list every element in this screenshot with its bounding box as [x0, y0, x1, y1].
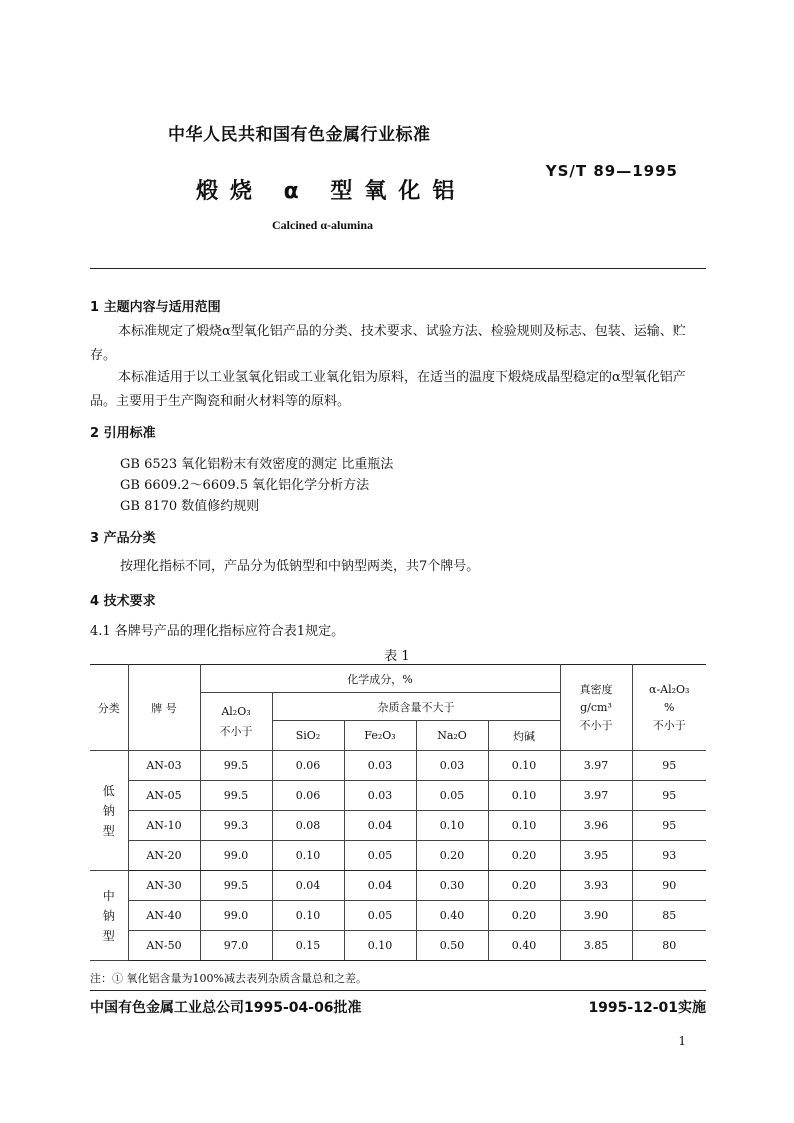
loi-cell: 0.40: [488, 931, 560, 961]
header-alpha-line1: α-Al₂O₃: [649, 682, 690, 696]
na2o-cell: 0.30: [416, 871, 488, 901]
al2o3-cell: 99.5: [200, 751, 272, 781]
document-title: 煅烧 α 型氧化铝: [196, 179, 467, 204]
alpha-cell: 93: [632, 841, 706, 871]
na2o-cell: 0.03: [416, 751, 488, 781]
category-cell: 中 钠 型: [90, 871, 128, 961]
section-3-para: 按理化指标不同，产品分为低钠型和中钠型两类，共7个牌号。: [120, 559, 480, 574]
loi-cell: 0.20: [488, 841, 560, 871]
na2o-cell: 0.10: [416, 811, 488, 841]
loi-cell: 0.20: [488, 901, 560, 931]
al2o3-cell: 97.0: [200, 931, 272, 961]
section-4-1-text: 4.1 各牌号产品的理化指标应符合表1规定。: [90, 624, 345, 639]
header-al2o3-line1: Al₂O₃: [221, 704, 251, 718]
sio2-cell: 0.15: [272, 931, 344, 961]
density-cell: 3.93: [560, 871, 632, 901]
grade-cell: AN-40: [128, 901, 200, 931]
header-alpha-line3: 不小于: [652, 718, 686, 732]
al2o3-cell: 99.3: [200, 811, 272, 841]
header-chemical-composition: 化学成分，%: [200, 665, 560, 693]
table-body: [90, 751, 706, 961]
header-category: 分类: [90, 665, 128, 751]
sio2-cell: 0.10: [272, 841, 344, 871]
english-title: Calcined α-alumina: [272, 218, 374, 232]
al2o3-cell: 99.5: [200, 871, 272, 901]
na2o-cell: 0.05: [416, 781, 488, 811]
al2o3-cell: 99.0: [200, 901, 272, 931]
alpha-cell: 90: [632, 871, 706, 901]
density-cell: 3.97: [560, 751, 632, 781]
section-2-heading: 2 引用标准: [90, 426, 156, 441]
density-cell: 3.90: [560, 901, 632, 931]
sio2-cell: 0.04: [272, 871, 344, 901]
alpha-cell: 95: [632, 781, 706, 811]
table-row: [90, 901, 706, 931]
loi-cell: 0.20: [488, 871, 560, 901]
header-rule: [90, 268, 706, 269]
table-caption: 表 1: [384, 649, 410, 664]
table-row: [90, 871, 706, 901]
sio2-cell: 0.06: [272, 781, 344, 811]
sio2-cell: 0.06: [272, 751, 344, 781]
grade-cell: AN-03: [128, 751, 200, 781]
header-true-density: [560, 665, 632, 751]
loi-cell: 0.10: [488, 751, 560, 781]
header-density-line1: 真密度: [579, 682, 613, 696]
al2o3-cell: 99.0: [200, 841, 272, 871]
table-row: [90, 781, 706, 811]
page-number: 1: [678, 1034, 686, 1048]
header-alpha-line2: %: [664, 700, 675, 714]
table-row: [90, 811, 706, 841]
table-row: [90, 841, 706, 871]
na2o-cell: 0.20: [416, 841, 488, 871]
section-3-heading: 3 产品分类: [90, 531, 156, 546]
reference-item: GB 8170 数值修约规则: [120, 499, 260, 514]
density-cell: 3.96: [560, 811, 632, 841]
spec-table: [90, 664, 706, 961]
header-na2o: Na₂O: [416, 721, 488, 751]
grade-cell: AN-20: [128, 841, 200, 871]
table-note: 注：① 氧化铝含量为100%减去表列杂质含量总和之差。: [90, 972, 367, 985]
header-alpha-alumina: [632, 665, 706, 751]
grade-cell: AN-50: [128, 931, 200, 961]
sio2-cell: 0.08: [272, 811, 344, 841]
fe2o3-cell: 0.04: [344, 811, 416, 841]
na2o-cell: 0.40: [416, 901, 488, 931]
fe2o3-cell: 0.05: [344, 841, 416, 871]
header-density-line3: 不小于: [579, 718, 613, 732]
alpha-cell: 80: [632, 931, 706, 961]
alpha-cell: 95: [632, 811, 706, 841]
fe2o3-cell: 0.10: [344, 931, 416, 961]
header-al2o3: [200, 693, 272, 751]
header-fe2o3: Fe₂O₃: [344, 721, 416, 751]
fe2o3-cell: 0.03: [344, 751, 416, 781]
alpha-cell: 95: [632, 751, 706, 781]
table-row: [90, 751, 706, 781]
grade-cell: AN-05: [128, 781, 200, 811]
density-cell: 3.85: [560, 931, 632, 961]
density-cell: 3.95: [560, 841, 632, 871]
alpha-cell: 85: [632, 901, 706, 931]
section-1-para-2: 本标准适用于以工业氢氧化铝或工业氧化铝为原料，在适当的温度下煅烧成晶型稳定的α型氧化铝产品。主要用于生产陶瓷和耐火材料等的原料。: [90, 370, 686, 409]
header-impurity: 杂质含量不大于: [272, 693, 560, 721]
loi-cell: 0.10: [488, 781, 560, 811]
al2o3-cell: 99.5: [200, 781, 272, 811]
fe2o3-cell: 0.03: [344, 781, 416, 811]
approval-text: 中国有色金属工业总公司1995-04-06批准: [90, 1000, 362, 1016]
reference-item: GB 6523 氧化铝粉末有效密度的测定 比重瓶法: [120, 457, 394, 472]
header-sio2: SiO₂: [272, 721, 344, 751]
footer-rule: [90, 990, 706, 991]
na2o-cell: 0.50: [416, 931, 488, 961]
header-al2o3-line2: 不小于: [219, 724, 253, 738]
table-row: [90, 931, 706, 961]
section-1-para-1: 本标准规定了煅烧α型氧化铝产品的分类、技术要求、试验方法、检验规则及标志、包装、运输、贮存。: [90, 324, 686, 363]
density-cell: 3.97: [560, 781, 632, 811]
grade-cell: AN-30: [128, 871, 200, 901]
section-1-heading: 1 主题内容与适用范围: [90, 300, 221, 315]
fe2o3-cell: 0.05: [344, 901, 416, 931]
fe2o3-cell: 0.04: [344, 871, 416, 901]
header-loi: 灼碱: [488, 721, 560, 751]
section-4-heading: 4 技术要求: [90, 594, 156, 609]
reference-item: GB 6609.2～6609.5 氧化铝化学分析方法: [120, 478, 370, 493]
sio2-cell: 0.10: [272, 901, 344, 931]
header-density-line2: g/cm³: [580, 700, 612, 714]
header-grade: 牌 号: [128, 665, 200, 751]
grade-cell: AN-10: [128, 811, 200, 841]
loi-cell: 0.10: [488, 811, 560, 841]
implementation-text: 1995-12-01实施: [588, 1000, 706, 1016]
category-cell: 低 钠 型: [90, 751, 128, 871]
standard-code: YS/T 89—1995: [545, 162, 678, 180]
organization-title: 中华人民共和国有色金属行业标准: [168, 125, 431, 145]
